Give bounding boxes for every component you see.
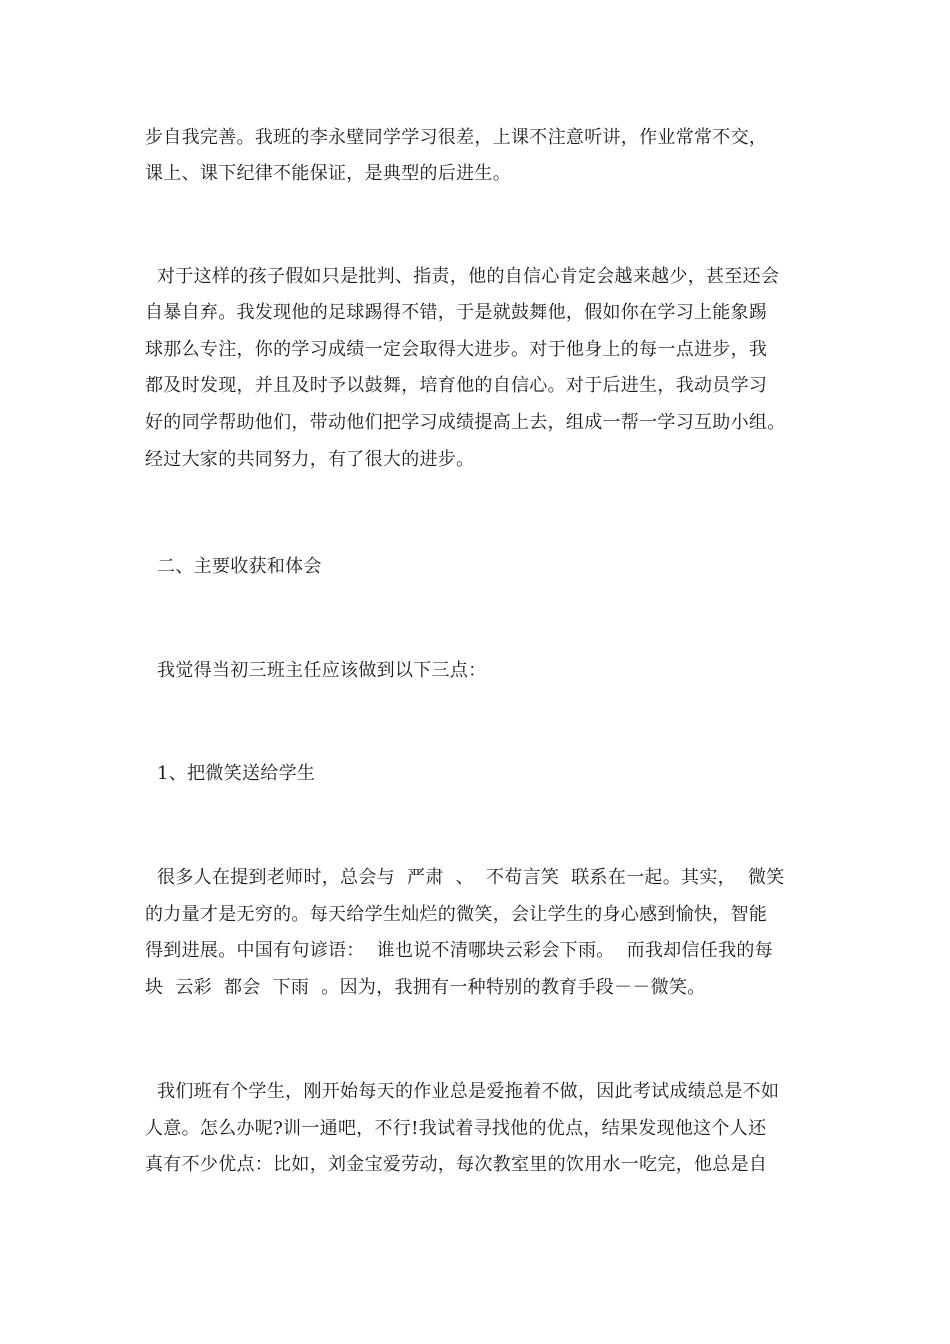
section-heading: 二、主要收获和体会 [145, 556, 322, 577]
text-line: 很多人在提到老师时，总会与 严肃 、 不苟言笑 联系在一起。其实， 微笑 [145, 867, 785, 888]
text-line: 课上、课下纪律不能保证，是典型的后进生。 [145, 163, 511, 184]
text-line: 我觉得当初三班主任应该做到以下三点： [145, 660, 487, 681]
text-line: 的力量才是无穷的。每天给学生灿烂的微笑，会让学生的身心感到愉快，智能 [145, 904, 768, 925]
text-line: 好的同学帮助他们，带动他们把学习成绩提高上去，组成一帮一学习互助小组。 [145, 412, 786, 433]
text-line: 我们班有个学生，刚开始每天的作业总是爱拖着不做，因此考试成绩总是不如 [145, 1081, 780, 1102]
text-line: 对于这样的孩子假如只是批判、指责，他的自信心肯定会越来越少，甚至还会 [145, 266, 780, 287]
text-line: 真有不少优点：比如，刘金宝爱劳动，每次教室里的饮用水一吃完，他总是自 [145, 1154, 768, 1175]
text-line: 块 云彩 都会 下雨 。因为，我拥有一种特别的教育手段－－微笑。 [145, 977, 706, 998]
text-line: 球那么专注，你的学习成绩一定会取得大进步。对于他身上的每一点进步，我 [145, 339, 768, 360]
text-line: 都及时发现，并且及时予以鼓舞，培育他的自信心。对于后进生，我动员学习 [145, 375, 768, 396]
text-line: 步自我完善。我班的李永壁同学学习很差，上课不注意听讲，作业常常不交， [145, 127, 768, 148]
text-line: 自暴自弃。我发现他的足球踢得不错，于是就鼓舞他，假如你在学习上能象踢 [145, 302, 768, 323]
text-line: 经过大家的共同努力，有了很大的进步。 [145, 449, 475, 470]
subsection-heading: 1、把微笑送给学生 [145, 763, 316, 784]
text-line: 得到进展。中国有句谚语： 谁也说不清哪块云彩会下雨。 而我却信任我的每 [145, 940, 773, 961]
text-line: 人意。怎么办呢?训一通吧，不行!我试着寻找他的优点，结果发现他这个人还 [145, 1118, 767, 1139]
